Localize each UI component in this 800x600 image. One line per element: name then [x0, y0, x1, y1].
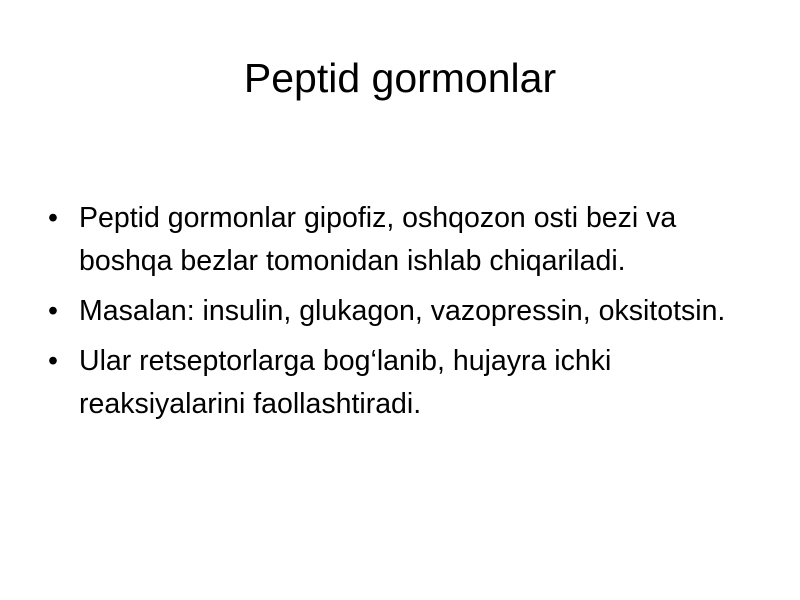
bullet-item [48, 197, 768, 283]
bullet-dot-icon: • [48, 295, 58, 327]
bullet-list [48, 197, 768, 433]
bullet-item [48, 340, 768, 426]
bullet-dot-icon: • [48, 202, 58, 234]
bullet-item [48, 290, 768, 333]
bullet-text: Masalan: insulin, glukagon, vazopressin, oksitotsin. [79, 295, 726, 327]
bullet-text: Peptid gormonlar gipofiz, oshqozon osti bezi va boshqa bezlar tomonidan ishlab chiqariladi. [79, 202, 677, 277]
bullet-dot-icon: • [48, 345, 58, 377]
bullet-text: Ular retseptorlarga bog‘lanib, hujayra ichki reaksiyalarini faollashtiradi. [79, 345, 612, 420]
slide-title: Peptid gormonlar [243, 55, 557, 101]
